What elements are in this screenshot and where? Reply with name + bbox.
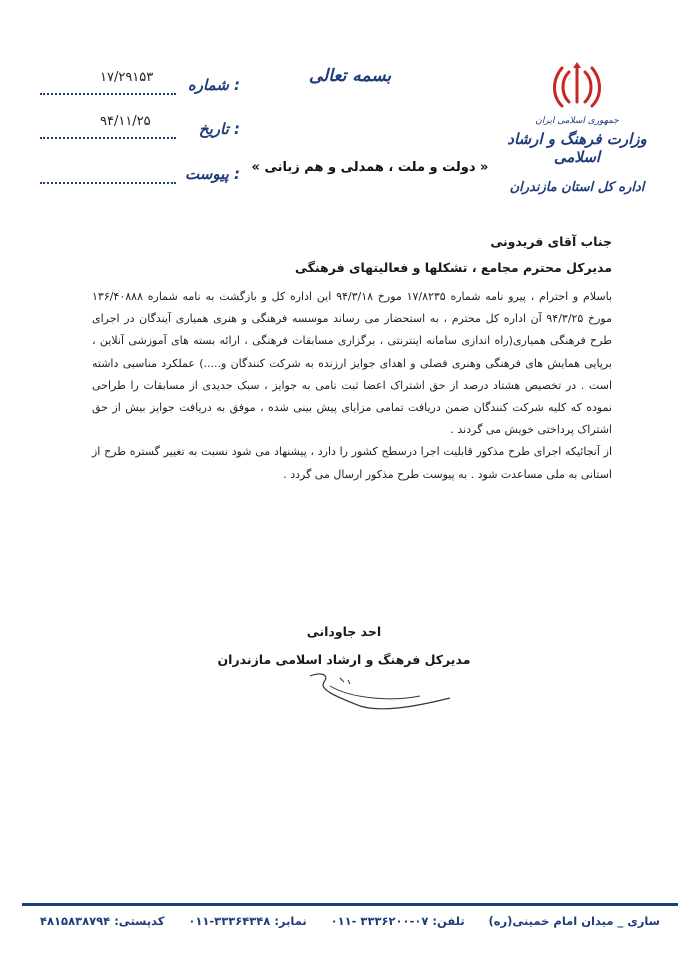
signer-title: مدیرکل فرهنگ و ارشاد اسلامی مازندران	[217, 652, 471, 667]
number-label: : شماره	[187, 76, 240, 94]
number-value: ۱۷/۲۹۱۵۳	[100, 70, 154, 85]
slogan: « دولت و ملت ، همدلی و هم زبانی »	[251, 160, 489, 175]
footer-contact	[40, 914, 660, 928]
letter-body	[92, 286, 612, 486]
iran-emblem-icon	[549, 58, 605, 114]
ministry-letterhead	[502, 58, 652, 195]
signer-block	[194, 618, 494, 674]
number-field	[40, 70, 240, 98]
footer-address: ساری _ میدان امام خمینی(ره)	[488, 914, 660, 928]
footer-fax: نمابر: ۳۳۳۶۴۳۴۸-۰۱۱	[188, 914, 307, 928]
date-field	[40, 114, 240, 142]
handwritten-signature	[300, 668, 460, 718]
number-dots	[40, 93, 176, 95]
attachment-field	[40, 165, 240, 187]
attachment-dots	[40, 182, 176, 184]
footer-phone: تلفن: ۰۷-۳۳۳۶۲۰۰ -۰۱۱	[330, 914, 465, 928]
office-name: اداره کل استان مازندران	[509, 180, 645, 195]
attachment-label: : پیوست	[185, 165, 240, 183]
ministry-name: وزارت فرهنگ و ارشاد اسلامی	[507, 130, 647, 166]
body-paragraph-2: از آنجائیکه اجرای طرح مذکور قابلیت اجرا درسطح کشور را دارد ، پیشنهاد می شود نسبت به تغییر گستره طرح از استانی به ملی مساعدت شود . به پیوست طرح مذکور ارسال می گردد .	[92, 445, 612, 481]
footer-divider	[22, 903, 678, 906]
bismillah-heading: بسمه تعالی	[308, 66, 392, 86]
recipient-block	[192, 229, 612, 281]
date-dots	[40, 137, 176, 139]
recipient-title: مدیرکل محترم مجامع ، تشکلها و فعالیتهای فرهنگی	[295, 260, 612, 275]
government-line: جمهوری اسلامی ایران	[535, 116, 619, 126]
signer-name: احد جاودانی	[306, 624, 382, 639]
date-value: ۹۴/۱۱/۲۵	[100, 114, 151, 129]
date-label: : تاریخ	[198, 120, 240, 138]
footer-postal: کدپستی: ۴۸۱۵۸۳۸۷۹۴	[40, 914, 165, 928]
body-paragraph-1: باسلام و احترام ، پیرو نامه شماره ۱۷/۸۲۳۵ مورخ ۹۴/۳/۱۸ این اداره کل و بازگشت به نامه شماره ۱۳۶/۴۰۸۸۸ مورخ ۹۴/۳/۲۵ آن اداره کل محترم ، به استحضار می رساند موسسه فرهنگی و هنری همیاری آیندگان در اجرای طرح فرهنگی همیاری(راه اندازی سامانه اینترنتی ، برگزاری مسابقات فرهنگی ، ارائه بسته های آموزشی آنلاین ، برپایی همایش های فرهنگی وهنری فصلی و اهدای جوایز ارزنده به شرکت کنندگان و.....) عملکرد مناسبی داشته است . در تخصیص هشتاد درصد از حق اشتراک اعضا ثبت نامی به جوایز ، سبک جدیدی از مسابقات را طراحی نموده که کلیه شرکت کنندگان ضمن دریافت تمامی مزایای پیش بینی شده ، موفق به دریافت جوایز بیش از حق اشتراک پرداختی خویش می گردند .	[92, 290, 613, 437]
recipient-name: جناب آقای فریدونی	[490, 234, 612, 249]
